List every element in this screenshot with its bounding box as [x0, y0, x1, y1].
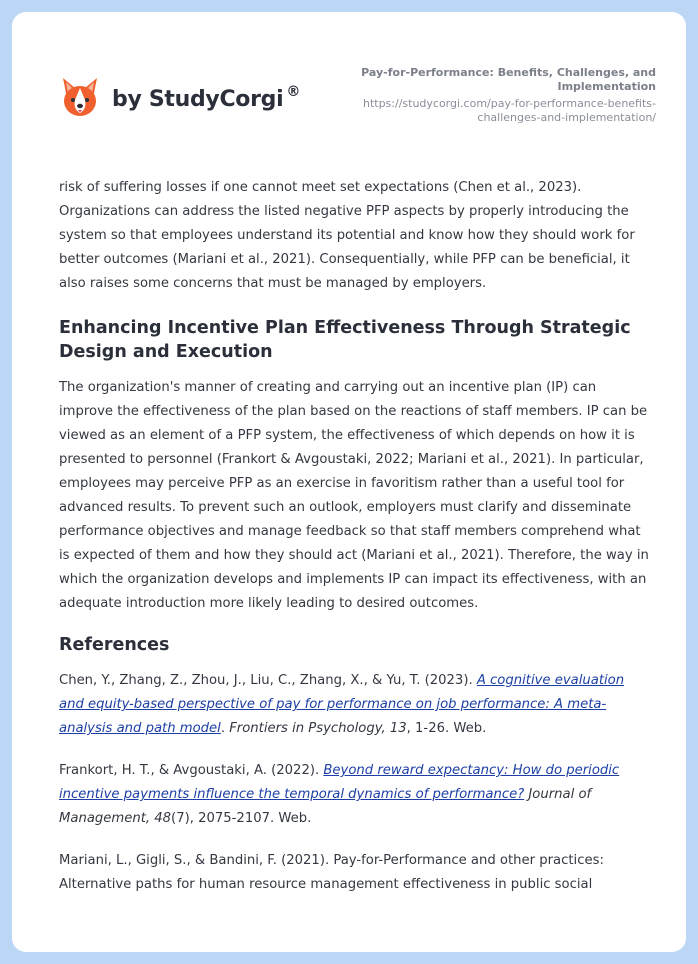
- document-body: [59, 176, 653, 897]
- reference-item: Mariani, L., Gigli, S., & Bandini, F. (2021). Pay-for-Performance and other practices: Alternative paths for human resource management effectiveness in public social: [59, 853, 604, 892]
- corgi-logo-icon: [60, 76, 100, 120]
- reference-link[interactable]: Beyond reward expectancy: How do periodic incentive payments influence the temporal dynamics of performance?: [59, 763, 620, 802]
- section-paragraph: The organization's manner of creating and carrying out an incentive plan (IP) can improve the effectiveness of the plan based on the reactions of staff members. IP can be viewed as an element of a PFP system, the effectiveness of which depends on how it is presented to personnel (Frankort & Avgoustaki, 2022; Mariani et al., 2021). In particular, employees may perceive PFP as an exercise in favoritism rather than a useful tool for advanced results. To prevent such an outlook, employers must clarify and disseminate performance objectives and manage feedback so that staff members comprehend what is expected of them and how they should act (Mariani et al., 2021). Therefore, the way in which the organization develops and implements IP can impact its effectiveness, with an adequate introduction more likely leading to desired outcomes.: [59, 380, 649, 611]
- reference-item: Frankort, H. T., & Avgoustaki, A. (2022). Beyond reward expectancy: How do periodic incentive payments influence the temporal dynamics of performance? Journal of Management, 48(7), 2075-2107. Web.: [59, 763, 620, 826]
- document-page: [12, 12, 686, 952]
- studycorgi-logo[interactable]: [60, 76, 300, 120]
- reference-link[interactable]: A cognitive evaluation and equity-based perspective of pay for performance on job performance: A meta-analysis and path model: [59, 673, 625, 736]
- references-heading: References: [59, 635, 170, 655]
- section-heading: Enhancing Incentive Plan Effectiveness Through Strategic Design and Execution: [59, 318, 631, 362]
- reference-item: Chen, Y., Zhang, Z., Zhou, J., Liu, C., Zhang, X., & Yu, T. (2023). A cognitive evaluation and equity-based perspective of pay for performance on job performance: A meta-analysis and path model. Frontiers in Psychology, 13, 1-26. Web.: [59, 673, 625, 736]
- document-title: Pay-for-Performance: Benefits, Challenges, and Implementation: [361, 66, 656, 93]
- brand-name: by StudyCorgi ®: [112, 84, 301, 112]
- document-meta: [336, 66, 656, 125]
- intro-paragraph: risk of suffering losses if one cannot meet set expectations (Chen et al., 2023). Organizations can address the listed negative PFP aspects by properly introducing the system so that employees understand its potential and know how they should work for better outcomes (Mariani et al., 2021). Consequentially, while PFP can be beneficial, it also raises some concerns that must be managed by employers.: [59, 180, 635, 291]
- document-url[interactable]: https://studycorgi.com/pay-for-performance-benefits-challenges-and-implementation/: [362, 97, 656, 124]
- page-header: [12, 12, 686, 162]
